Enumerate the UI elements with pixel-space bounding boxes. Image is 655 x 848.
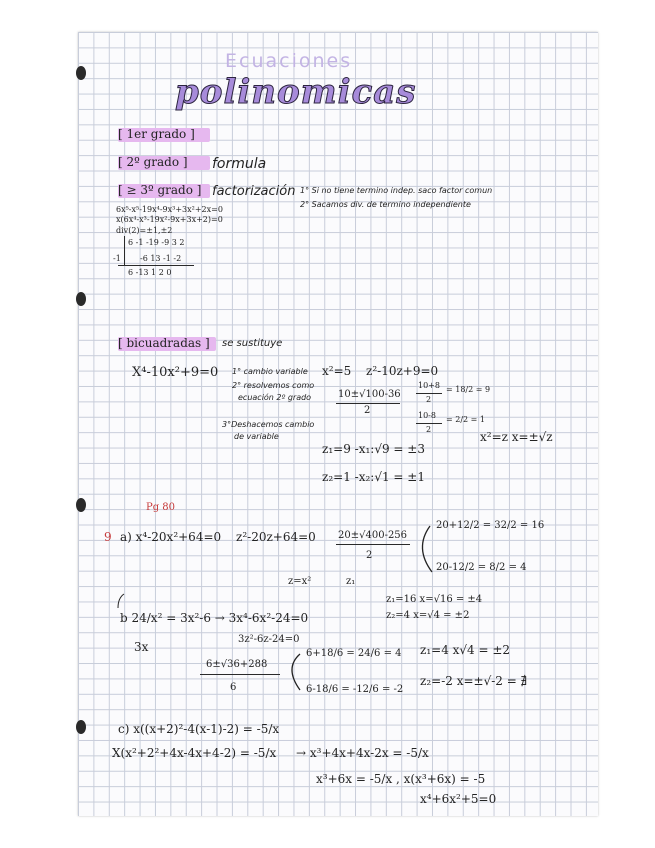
exercise-b-sub: 3z²-6z-24=0 bbox=[238, 634, 300, 645]
step-2b: ecuación 2º grado bbox=[238, 393, 312, 402]
grado3-note-1: 1° Si no tiene termino indep. saco factor comun bbox=[300, 186, 493, 195]
exercise-a-root1: 20+12/2 = 32/2 = 16 bbox=[436, 520, 545, 531]
exercise-a-sub: z=x² bbox=[288, 576, 312, 587]
ruffini-row-1: 6 -1 -19 -9 3 2 bbox=[128, 238, 185, 247]
exercise-b-root1: 6+18/6 = 24/6 = 4 bbox=[306, 648, 402, 659]
section-bicuadradas: [ bicuadradas ] bbox=[118, 336, 210, 350]
title-polinomicas: polinomicas bbox=[175, 72, 417, 112]
bicuadradas-method: se sustituye bbox=[222, 338, 283, 349]
step-3a: 3°Deshacemos cambio bbox=[222, 420, 315, 429]
page-reference: Pg 80 bbox=[146, 502, 176, 513]
formula: 10±√100-36 bbox=[338, 389, 401, 400]
exercise-a-z1: z₁=16 x=√16 = ±4 bbox=[386, 594, 483, 605]
back-sub-2: z₂=1 -x₂:√1 = ±1 bbox=[322, 470, 425, 484]
exercise-a-z2: z₂=4 x=√4 = ±2 bbox=[386, 610, 470, 621]
exercise-b-z2: z₂=-2 x=±√-2 = ∄ bbox=[420, 674, 528, 688]
exercise-c-line-3: x³+6x = -5/x , x(x³+6x) = -5 bbox=[316, 772, 486, 786]
factor-line-3: div(2)=±1,±2 bbox=[116, 226, 173, 235]
root1-result: = 18/2 = 9 bbox=[446, 385, 491, 394]
root1-num: 10+8 bbox=[418, 381, 440, 390]
exercise-c-line-2b: → x³+4x+4x-2x = -5/x bbox=[296, 746, 429, 760]
exercise-b-equation: b 24/x² = 3x²-6 → 3x⁴-6x²-24=0 bbox=[120, 611, 309, 625]
section-grado3: [ ≥ 3º grado ] bbox=[118, 183, 202, 197]
exercise-b-3x: 3x bbox=[134, 640, 149, 654]
factor-line-2: x(6x⁴-x³-19x²-9x+3x+2)=0 bbox=[116, 215, 223, 224]
exercise-c-line-4: x⁴+6x²+5=0 bbox=[420, 792, 497, 806]
exercise-a-formula: 20±√400-256 bbox=[338, 530, 408, 541]
section-grado1: [ 1er grado ] bbox=[118, 127, 195, 141]
bicuadrada-equation: X⁴-10x²+9=0 bbox=[132, 365, 219, 380]
ruffini-row-2: -6 13 -1 -2 bbox=[140, 254, 182, 263]
root2-den: 2 bbox=[426, 425, 432, 434]
exercise-b-formula: 6±√36+288 bbox=[206, 659, 268, 670]
ruffini-root: -1 bbox=[113, 254, 121, 263]
exercise-a-root2: 20-12/2 = 8/2 = 4 bbox=[436, 562, 527, 573]
formula-den: 2 bbox=[364, 405, 371, 416]
root1-den: 2 bbox=[426, 395, 432, 404]
grado3-note-2: 2° Sacamos div. de termino independiente bbox=[300, 200, 471, 209]
exercise-b-den: 6 bbox=[230, 682, 237, 693]
root2-result: = 2/2 = 1 bbox=[446, 415, 485, 424]
grado2-method: formula bbox=[212, 156, 267, 172]
exercise-a-z: z₁ bbox=[346, 576, 356, 587]
exercise-b-z1: z₁=4 x√4 = ±2 bbox=[420, 643, 511, 657]
exercise-c-line-2: X(x²+2²+4x-4x+4-2) = -5/x bbox=[112, 746, 277, 760]
exercise-a-equation: a) x⁴-20x²+64=0 bbox=[120, 530, 222, 544]
exercise-c-equation: c) x((x+2)²-4(x-1)-2) = -5/x bbox=[118, 722, 280, 736]
root2-num: 10-8 bbox=[418, 411, 436, 420]
back-sub-1: z₁=9 -x₁:√9 = ±3 bbox=[322, 442, 425, 456]
grado3-method: factorización bbox=[212, 184, 296, 199]
substitution: x²=5 bbox=[322, 364, 352, 378]
step-2a: 2° resolvemos como bbox=[232, 381, 315, 390]
substituted-equation: z²-10z+9=0 bbox=[366, 364, 439, 378]
exercise-a-den: 2 bbox=[366, 550, 373, 561]
ruffini-row-3: 6 -13 1 2 0 bbox=[128, 268, 172, 277]
exercise-number: 9 bbox=[104, 530, 112, 544]
title-ecuaciones: Ecuaciones bbox=[225, 50, 353, 72]
section-grado2: [ 2º grado ] bbox=[118, 155, 188, 169]
step-1: 1° cambio variable bbox=[232, 367, 308, 376]
exercise-a-sub-equation: z²-20z+64=0 bbox=[236, 530, 316, 544]
side-note: x²=z x=±√z bbox=[480, 430, 553, 444]
step-3b: de variable bbox=[234, 432, 279, 441]
exercise-b-root2: 6-18/6 = -12/6 = -2 bbox=[306, 684, 404, 695]
factor-line-1: 6x⁵-x⁵-19x⁴-9x³+3x²+2x=0 bbox=[116, 205, 223, 214]
